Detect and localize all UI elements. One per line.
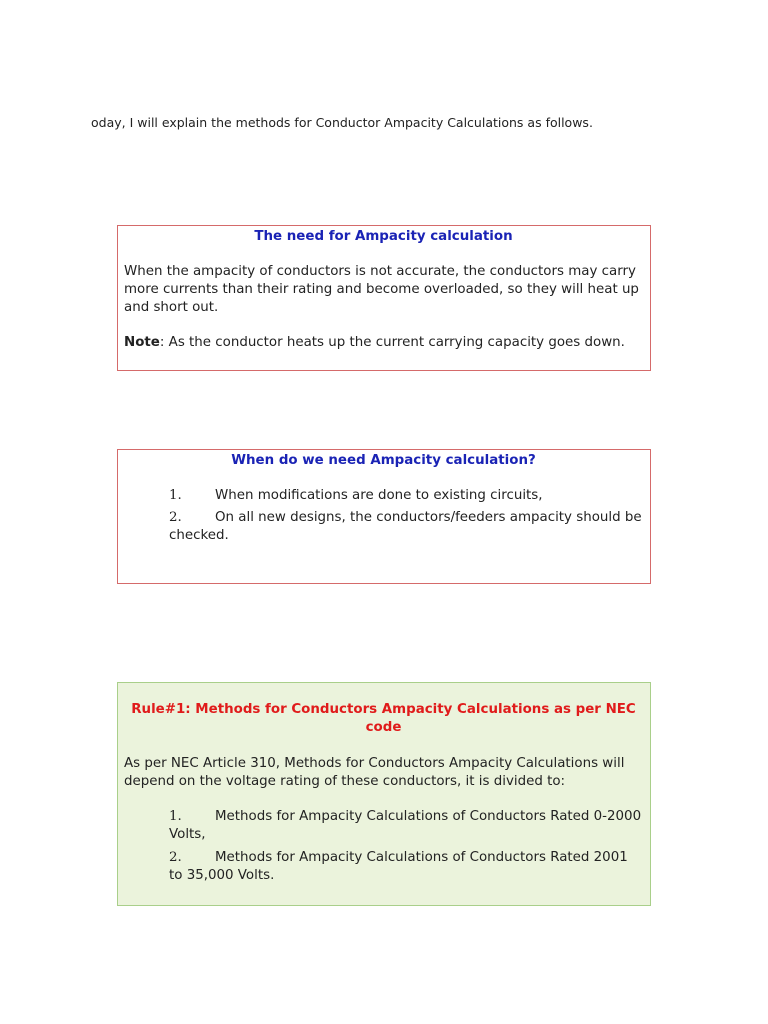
rule-1-box xyxy=(117,682,651,906)
list-text: Methods for Ampacity Calculations of Conductors Rated 2001 to 35,000 Volts. xyxy=(169,850,628,883)
numbered-list xyxy=(169,808,643,885)
box-title: The need for Ampacity calculation xyxy=(254,229,513,244)
box-title: Rule#1: Methods for Conductors Ampacity Calculations as per NEC code xyxy=(131,702,636,735)
list-item xyxy=(169,509,643,545)
need-for-ampacity-box xyxy=(117,225,651,371)
list-number: 2. xyxy=(169,510,182,525)
list-item xyxy=(169,808,643,844)
list-number: 1. xyxy=(169,488,182,503)
when-needed-box xyxy=(117,449,651,584)
note-label: Note xyxy=(124,335,160,350)
intro-text: oday, I will explain the methods for Conductor Ampacity Calculations as follows. xyxy=(91,115,593,130)
list-text: On all new designs, the conductors/feeders ampacity should be checked. xyxy=(169,510,642,543)
list-text: Methods for Ampacity Calculations of Conductors Rated 0-2000 Volts, xyxy=(169,809,642,842)
box-paragraph: When the ampacity of conductors is not accurate, the conductors may carry more currents than their rating and become overloaded, so they will heat up and short out. xyxy=(124,264,639,315)
list-item xyxy=(169,849,643,885)
list-number: 2. xyxy=(169,850,182,865)
list-item xyxy=(169,487,643,505)
note-paragraph xyxy=(124,334,643,352)
box-paragraph: As per NEC Article 310, Methods for Conductors Ampacity Calculations will depend on the voltage rating of these conductors, it is divided to: xyxy=(124,756,625,789)
numbered-list xyxy=(169,487,643,545)
note-text: : As the conductor heats up the current carrying capacity goes down. xyxy=(159,335,625,350)
box-title: When do we need Ampacity calculation? xyxy=(231,453,536,468)
list-text: When modifications are done to existing circuits, xyxy=(215,488,543,503)
list-number: 1. xyxy=(169,809,182,824)
